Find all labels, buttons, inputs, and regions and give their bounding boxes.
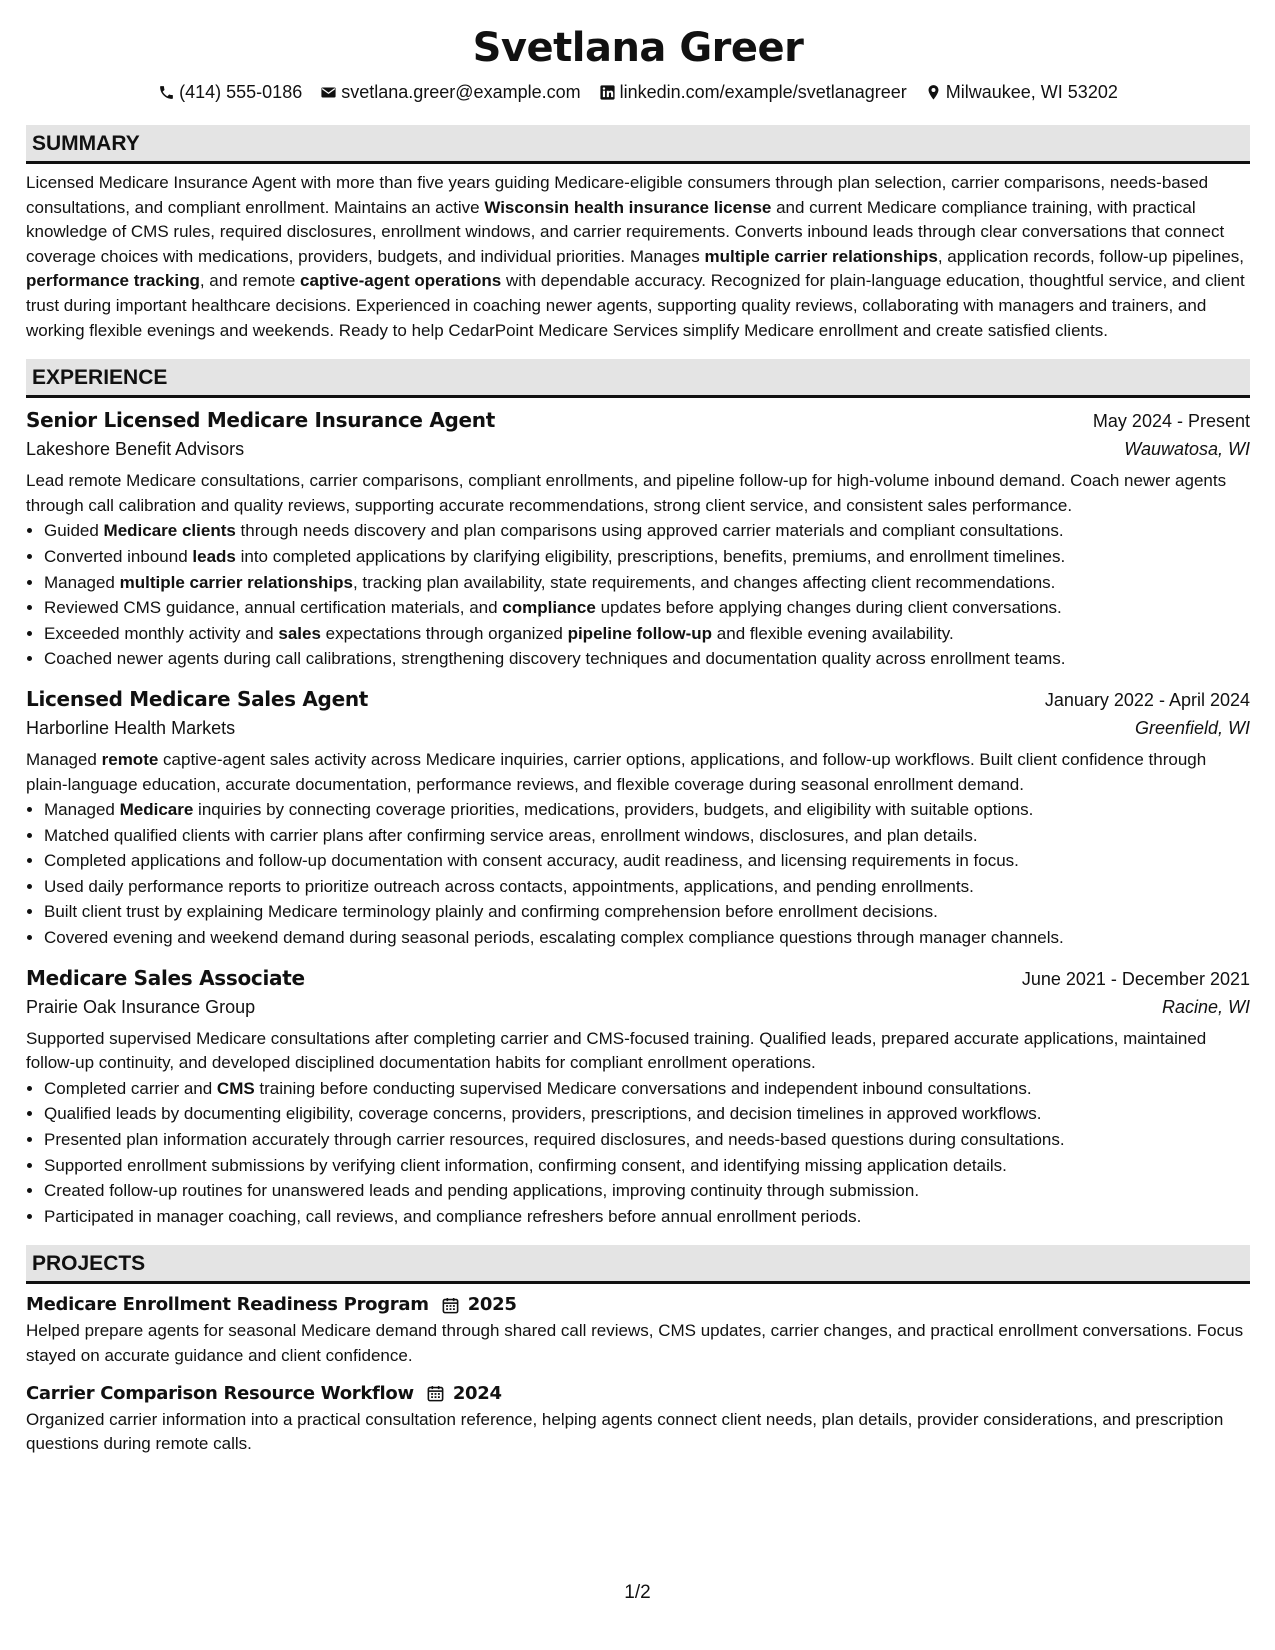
bullet-item	[44, 1101, 1250, 1127]
text-run: Covered evening and weekend demand during seasonal periods, escalating complex compliance questions through manager channels.	[44, 928, 1064, 948]
section-heading-projects: PROJECTS	[26, 1245, 1250, 1284]
job-title: Licensed Medicare Sales Agent	[26, 686, 369, 711]
calendar-icon	[426, 1384, 445, 1403]
bullet-item	[44, 823, 1250, 849]
job-location: Greenfield, WI	[1134, 717, 1250, 738]
bullet-item	[44, 925, 1250, 951]
project-title: Carrier Comparison Resource Workflow	[26, 1382, 414, 1404]
text-run: and flexible evening availability.	[712, 623, 954, 643]
job-summary	[26, 748, 1250, 797]
bullet-item	[44, 570, 1250, 596]
bullet-item	[44, 797, 1250, 823]
job-location: Wauwatosa, WI	[1124, 439, 1250, 460]
job-summary	[26, 469, 1250, 518]
summary-text	[26, 171, 1250, 343]
bold-keyword: multiple carrier relationships	[704, 246, 938, 266]
bold-keyword: Medicare clients	[103, 521, 236, 541]
text-run: updates before applying changes during client conversations.	[595, 598, 1062, 618]
envelope-icon	[320, 84, 337, 101]
job-dates: January 2022 - April 2024	[1044, 689, 1250, 710]
bullet-item	[44, 544, 1250, 570]
project-description: Helped prepare agents for seasonal Medicare demand through shared call reviews, CMS updates, carrier changes, and practical enrollment conversations. Focus stayed on accurate guidance and client confidence.	[26, 1321, 1244, 1365]
project-year: 2025	[467, 1294, 517, 1316]
bold-keyword: Medicare	[119, 800, 194, 820]
text-run: Qualified leads by documenting eligibility, coverage concerns, providers, prescriptions, and decision timelines in approved workflows.	[44, 1104, 1042, 1124]
text-run: Used daily performance reports to prioritize outreach across contacts, appointments, applications, and pending enrollments.	[44, 876, 974, 896]
candidate-name: Svetlana Greer	[472, 25, 804, 71]
text-run: Converted inbound	[44, 546, 193, 566]
text-run: Participated in manager coaching, call reviews, and compliance refreshers before annual enrollment periods.	[44, 1206, 862, 1226]
text-run: training before conducting supervised Medicare conversations and independent inbound consultations.	[254, 1078, 1032, 1098]
section-heading-experience: EXPERIENCE	[26, 359, 1250, 398]
bullet-item	[44, 899, 1250, 925]
bullet-item	[44, 1127, 1250, 1153]
job-company: Harborline Health Markets	[26, 717, 236, 738]
text-run: Exceeded monthly activity and	[44, 623, 279, 643]
bullet-item	[44, 1178, 1250, 1204]
text-run: Managed	[44, 572, 120, 592]
text-run: Built client trust by explaining Medicare terminology plainly and confirming comprehension before enrollment decisions.	[44, 902, 938, 922]
job-title-row	[26, 685, 1250, 714]
bold-keyword: pipeline follow-up	[567, 623, 713, 643]
text-run: Created follow-up routines for unanswered leads and pending applications, improving continuity through submission.	[44, 1181, 920, 1201]
text-run: Matched qualified clients with carrier plans after confirming service areas, enrollment windows, disclosures, and plan details.	[44, 825, 978, 845]
project-entry	[26, 1291, 1250, 1368]
job-title: Medicare Sales Associate	[26, 965, 305, 990]
text-run: expectations through organized	[320, 623, 568, 643]
text-run: , application records, follow-up pipelines,	[937, 246, 1245, 266]
bold-keyword: compliance	[502, 598, 596, 618]
job-bullets	[26, 518, 1250, 672]
project-description: Organized carrier information into a practical consultation reference, helping agents connect client needs, plan details, provider considerations, and prescription questions during remote calls.	[26, 1409, 1224, 1454]
job-title: Senior Licensed Medicare Insurance Agent	[26, 408, 495, 433]
job-company-row	[26, 714, 1250, 743]
job-company-row	[26, 993, 1250, 1022]
bold-keyword: multiple carrier relationships	[119, 572, 353, 592]
text-run: Completed applications and follow-up documentation with consent accuracy, audit readiness, and licensing requirements in focus.	[44, 851, 1019, 871]
contact-email[interactable]: svetlana.greer@example.com	[320, 80, 580, 104]
job-dates: June 2021 - December 2021	[1021, 968, 1250, 989]
map-pin-icon	[925, 84, 942, 101]
job-entry	[26, 406, 1250, 672]
bullet-item	[44, 518, 1250, 544]
text-run: inquiries by connecting coverage priorities, medications, providers, budgets, and eligibility with suitable options.	[193, 800, 1034, 820]
resume-page	[26, 0, 1250, 1457]
text-run: Lead remote Medicare consultations, carrier comparisons, compliant enrollments, and pipeline follow-up for high-volume inbound demand. Coach newer agents through call calibration and quality reviews, supporting accurate recommendations, strong client service, and consistent sales performance.	[26, 471, 1227, 515]
text-run: Guided	[44, 521, 104, 541]
bullet-item	[44, 621, 1250, 647]
job-company-row	[26, 435, 1250, 464]
text-run: with dependable accuracy. Recognized for plain-language education, thoughtful service, and client trust during important healthcare decisions. Experienced in coaching newer agents, supporting quality reviews, collaborating with managers and trainers, and working flexible evenings and weekends. Ready to help CedarPoint Medicare Services simplify Medicare enrollment and create satisfied clients.	[26, 271, 1245, 340]
calendar-icon	[441, 1296, 460, 1315]
project-header	[26, 1380, 1250, 1408]
section-heading-summary: SUMMARY	[26, 125, 1250, 164]
text-run: and current Medicare compliance training, with practical knowledge of CMS rules, required disclosures, enrollment windows, and carrier requirements. Converts inbound leads through clear conversations that connect coverage choices with medications, providers, budgets, and individual priorities. Manages	[26, 197, 1225, 266]
job-location: Racine, WI	[1161, 996, 1250, 1017]
contact-linkedin[interactable]: linkedin.com/example/svetlanagreer	[599, 80, 907, 104]
text-run: , and remote	[199, 271, 301, 291]
bold-keyword: leads	[192, 546, 236, 566]
job-company: Prairie Oak Insurance Group	[26, 996, 256, 1017]
bullet-item	[44, 848, 1250, 874]
text-run: Supported enrollment submissions by verifying client information, confirming consent, and identifying missing application details.	[44, 1155, 1007, 1175]
text-run: Managed	[26, 749, 102, 769]
text-run: Reviewed CMS guidance, annual certification materials, and	[44, 598, 503, 618]
job-entry	[26, 685, 1250, 951]
job-dates: May 2024 - Present	[1092, 411, 1250, 432]
text-run: captive-agent sales activity across Medicare inquiries, carrier options, applications, and follow-up workflows. Built client confidence through plain-language education, accurate documentation, performance reviews, and flexible coverage during seasonal enrollment demand.	[26, 749, 1207, 794]
projects-section	[26, 1245, 1250, 1456]
bullet-item	[44, 646, 1250, 672]
bullet-item	[44, 1204, 1250, 1230]
job-bullets	[26, 797, 1250, 951]
job-title-row	[26, 406, 1250, 435]
bold-keyword: captive-agent operations	[300, 271, 502, 291]
text-run: Supported supervised Medicare consultations after completing carrier and CMS-focused training. Qualified leads, prepared accurate applications, maintained follow-up continuity, and developed disciplined documentation habits for compliant enrollment operations.	[26, 1028, 1207, 1073]
job-bullets	[26, 1076, 1250, 1230]
bold-keyword: remote	[101, 749, 159, 769]
text-run: , tracking plan availability, state requirements, and changes affecting client recommendations.	[352, 572, 1056, 592]
bold-keyword: sales	[278, 623, 321, 643]
job-entry	[26, 964, 1250, 1230]
bullet-item	[44, 595, 1250, 621]
contact-location: Milwaukee, WI 53202	[925, 80, 1118, 104]
linkedin-icon	[599, 84, 616, 101]
text-run: Coached newer agents during call calibrations, strengthening discovery techniques and documentation quality across enrollment teams.	[44, 649, 1066, 669]
text-run: Presented plan information accurately through carrier resources, required disclosures, and needs-based questions during consultations.	[44, 1130, 1065, 1150]
text-run: into completed applications by clarifying eligibility, prescriptions, benefits, premiums, and enrollment timelines.	[235, 546, 1066, 566]
job-company: Lakeshore Benefit Advisors	[26, 439, 245, 460]
job-summary	[26, 1027, 1250, 1076]
text-run: Completed carrier and	[44, 1078, 217, 1098]
phone-icon	[158, 84, 175, 101]
project-header	[26, 1291, 1250, 1319]
summary-section	[26, 125, 1250, 343]
text-run: Managed	[44, 800, 120, 820]
bold-keyword: Wisconsin health insurance license	[484, 197, 772, 217]
text-run: through needs discovery and plan comparisons using approved carrier materials and compliant consultations.	[235, 521, 1064, 541]
contact-phone: (414) 555-0186	[158, 80, 302, 104]
text-run: Licensed Medicare Insurance Agent with more than five years guiding Medicare-eligible consumers through plan selection, carrier comparisons, needs-based consultations, and compliant enrollment. Maintains an active	[26, 173, 1209, 217]
contact-bar	[26, 80, 1250, 104]
project-year: 2024	[452, 1382, 502, 1404]
bullet-item	[44, 1153, 1250, 1179]
bold-keyword: performance tracking	[26, 271, 200, 291]
page-number: 1/2	[624, 1582, 651, 1603]
bullet-item	[44, 874, 1250, 900]
experience-section	[26, 359, 1250, 1229]
bold-keyword: CMS	[216, 1078, 255, 1098]
project-entry	[26, 1380, 1250, 1457]
bullet-item	[44, 1076, 1250, 1102]
project-title: Medicare Enrollment Readiness Program	[26, 1294, 429, 1316]
job-title-row	[26, 964, 1250, 993]
